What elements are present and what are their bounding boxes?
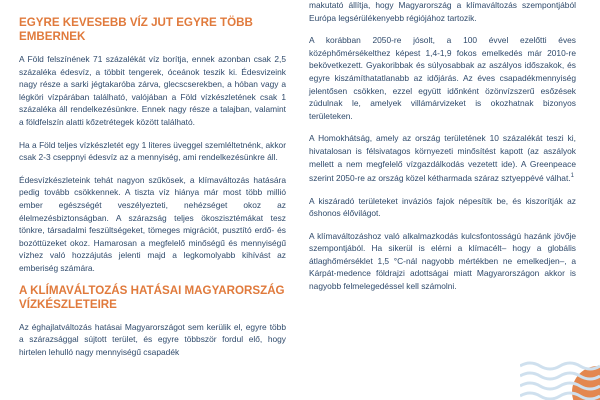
paragraph-hungary-intro: Az éghajlatváltozás hatásai Magyarországot sem kerülik el, egyre több a szárazsággal sújtott terület, és egyre többször fordul elő, hogy hirtelen lehulló nagy mennyiségű csapadék [19,321,286,357]
paragraph-homokhatsag [309,132,576,184]
heading-water-scarcity: EGYRE KEVESEBB VÍZ JUT EGYRE TÖBB EMBERNEK [19,16,253,43]
paragraph-adaptation: A klímaváltozáshoz való alkalmazkodás kulcsfontosságú hazánk jövője szempontjából. Ha sikerül is elérni a klímacélt– hogy a globális átlaghőmérséklet 1,5 °C-nál nagyobb mértékben ne emelkedjen–, a Kárpát-medence földrajzi adottságai miatt Magyarországon akkor is nagyobb felmelegedéssel kell számolni. [309,230,576,292]
heading-climate-impacts: A KLÍMAVÁLTOZÁS HATÁSAI MAGYARORSZÁG VÍZKÉSZLETEIRE [19,283,285,311]
paragraph-bottle-example: Ha a Föld teljes vízkészletét egy 1 literes üveggel szemléltetnénk, akkor csak 2-3 cseppnyi édesvíz az a mennyiség, ami rendelkezésünkre áll. [19,139,286,163]
footnote-ref: 1 [570,173,574,180]
paragraph-scarcity-effects: Édesvízkészleteink tehát nagyon szűkösek, a klímaváltozás hatására pedig tovább csökkennek. A tiszta víz hiánya már most több millió ember egészségét veszélyezteti, nehézséget okoz az élelmezésbiztonságban. A szárazság teljes ökoszisztémákat tesz tönkre, társadalmi feszültségeket, tömeges migrációt, pusztító erdő- és bozóttüzeket okoz. Hamarosan a megfelelő minőségű és mennyiségű vízhez való hozzájutás jelenti majd a legkomolyabb kihívást az emberiség számára. [19,174,286,273]
paragraph-vulnerable-region: makutató állítja, hogy Magyarország a klímaváltozás szempontjából Európa legsérülékenyebb régiójához tartozik. [309,0,576,23]
right-column [309,0,576,293]
wave-graphic [520,330,600,400]
wave-decoration [520,330,600,400]
paragraph-earth-water: A Föld felszínének 71 százalékát víz borítja, ennek azonban csak 2,5 százaléka édesvíz, a többit tengerek, óceánok teszik ki. Édesvizeink nagy része a sarki jégtakaróba zárva, glecscserekben, a hóban vagy a légköri vízpárában található, valójában a Föld vízkészletének csak 1 százaléka áll rendelkezésünkre. Ennek nagy része a talajban, valamint a földfelszín alatti kőzetrétegek között található. [19,54,286,127]
wave-line-1 [520,363,600,369]
paragraph-temperature-rise: A korábban 2050-re jósolt, a 100 évvel ezelőtti éves középhőmérsékelthez képest 1,4-1,9 fokos emelkedés már 2010-re bekövetkezett. Gyakoribbak és súlyosabbak az aszályos időszakok, és egyre kiszámíthatatlanabb az időjárás. Az éves csapadékmennyiség jelentősen csökken, ezzel együtt időnként özönvízszerű esőzések zúdulnak le, amelyek villámárvizeket is okozhatnak bizonyos területeken. [309,35,576,121]
homokhatsag-text: A Homokhátság, amely az ország területének 10 százalékát teszi ki, hivatalosan is félsivatagos környezeti minősítést kapott (az aszályok mellett a nem megfelelő vízgazdálkodás vezetett ide). A Greenpeace szerint 2050-re az ország közel kétharmada száraz sztyeppévé válhat. [309,133,576,183]
paragraph-invasive-species: A kiszáradó területeket inváziós fajok népesítik be, és kiszorítják az őshonos élővilágot. [309,195,576,219]
left-column [19,0,286,358]
